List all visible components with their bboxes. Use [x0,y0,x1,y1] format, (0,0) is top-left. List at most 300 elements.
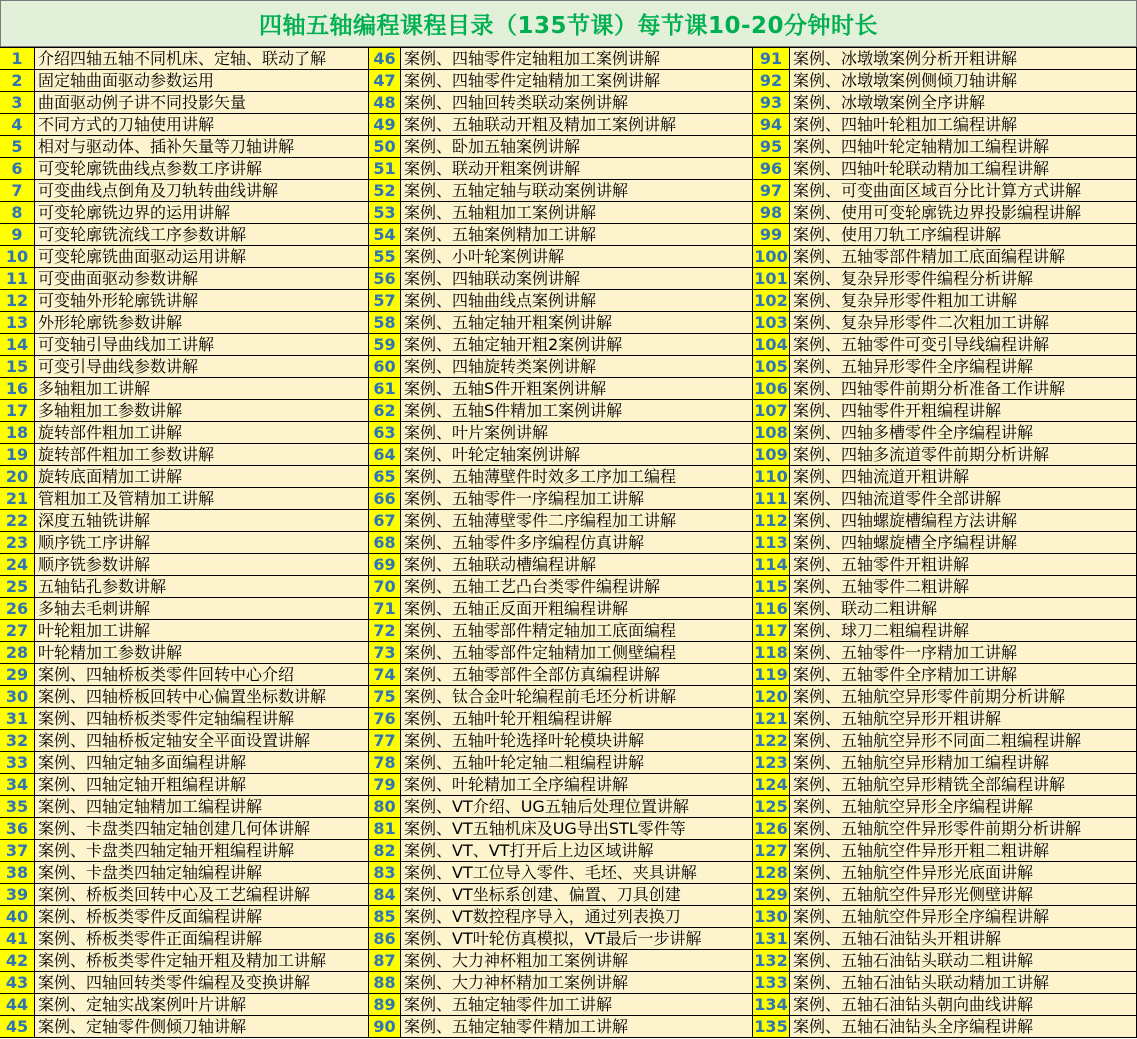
lesson-number: 52 [369,180,401,202]
lesson-row [0,752,369,774]
lesson-number: 107 [753,400,790,422]
lesson-row [0,378,369,400]
lesson-row [369,774,753,796]
lesson-number: 131 [753,928,790,950]
lesson-title: 案例、复杂异形零件二次粗加工讲解 [790,312,1137,334]
lesson-number: 97 [753,180,790,202]
lesson-title: 案例、四轴多流道零件前期分析讲解 [790,444,1137,466]
lesson-title: 叶轮精加工参数讲解 [35,642,369,664]
lesson-row [369,818,753,840]
lesson-row [0,1016,369,1038]
page-title: 四轴五轴编程课程目录（135节课）每节课10-20分钟时长 [0,0,1137,47]
lesson-title: 案例、五轴石油钻头联动精加工讲解 [790,972,1137,994]
lesson-row [369,92,753,114]
lesson-column-2 [369,48,753,1038]
lesson-number: 100 [753,246,790,268]
lesson-number: 36 [0,818,35,840]
lesson-title: 案例、五轴零件多序编程仿真讲解 [401,532,753,554]
lesson-title: 案例、五轴薄壁件时效多工序加工编程 [401,466,753,488]
lesson-title: 案例、四轴桥板定轴安全平面设置讲解 [35,730,369,752]
lesson-row [753,664,1137,686]
lesson-number: 109 [753,444,790,466]
lesson-number: 72 [369,620,401,642]
lesson-row [753,114,1137,136]
lesson-title: 管粗加工及管精加工讲解 [35,488,369,510]
lesson-number: 80 [369,796,401,818]
lesson-number: 34 [0,774,35,796]
lesson-number: 41 [0,928,35,950]
lesson-number: 19 [0,444,35,466]
lesson-number: 28 [0,642,35,664]
lesson-number: 92 [753,70,790,92]
lesson-row [753,884,1137,906]
lesson-title: 案例、五轴零部件精加工底面编程讲解 [790,246,1137,268]
lesson-number: 130 [753,906,790,928]
lesson-row [369,290,753,312]
lesson-row [369,400,753,422]
lesson-row [369,730,753,752]
lesson-grid [0,47,1137,1039]
lesson-row [753,444,1137,466]
lesson-number: 73 [369,642,401,664]
lesson-number: 7 [0,180,35,202]
lesson-title: 案例、叶轮精加工全序编程讲解 [401,774,753,796]
lesson-row [753,906,1137,928]
lesson-number: 32 [0,730,35,752]
lesson-number: 79 [369,774,401,796]
lesson-title: 案例、冰墩墩案例全序讲解 [790,92,1137,114]
lesson-number: 99 [753,224,790,246]
lesson-number: 113 [753,532,790,554]
lesson-row [0,664,369,686]
lesson-number: 76 [369,708,401,730]
lesson-title: 案例、五轴零部件定轴精加工侧壁编程 [401,642,753,664]
lesson-title: 案例、五轴航空异形零件前期分析讲解 [790,686,1137,708]
lesson-title: 案例、四轴零件开粗编程讲解 [790,400,1137,422]
lesson-number: 111 [753,488,790,510]
lesson-title: 案例、五轴S件开粗案例讲解 [401,378,753,400]
lesson-number: 45 [0,1016,35,1038]
lesson-title: 案例、大力神杯粗加工案例讲解 [401,950,753,972]
lesson-title: 案例、四轴定轴多面编程讲解 [35,752,369,774]
lesson-row [369,312,753,334]
lesson-title: 可变轮廓铣曲面驱动运用讲解 [35,246,369,268]
lesson-row [369,180,753,202]
lesson-number: 135 [753,1016,790,1038]
lesson-title: 案例、联动开粗案例讲解 [401,158,753,180]
lesson-title: 案例、使用可变轮廓铣边界投影编程讲解 [790,202,1137,224]
lesson-number: 62 [369,400,401,422]
lesson-row [753,158,1137,180]
lesson-title: 案例、四轴联动案例讲解 [401,268,753,290]
lesson-row [0,334,369,356]
lesson-number: 1 [0,48,35,70]
lesson-title: 旋转底面精加工讲解 [35,466,369,488]
lesson-row [0,862,369,884]
lesson-number: 20 [0,466,35,488]
lesson-title: 案例、五轴航空异形精铣全部编程讲解 [790,774,1137,796]
lesson-number: 83 [369,862,401,884]
lesson-title: 案例、四轴桥板回转中心偏置坐标数讲解 [35,686,369,708]
lesson-title: 案例、桥板类零件正面编程讲解 [35,928,369,950]
lesson-row [369,136,753,158]
lesson-row [0,840,369,862]
lesson-row [369,444,753,466]
lesson-row [0,554,369,576]
lesson-row [0,92,369,114]
lesson-row [753,642,1137,664]
lesson-row [0,928,369,950]
lesson-title: 案例、定轴实战案例叶片讲解 [35,994,369,1016]
lesson-row [369,334,753,356]
lesson-row [0,158,369,180]
lesson-number: 117 [753,620,790,642]
lesson-row [753,422,1137,444]
lesson-row [369,708,753,730]
lesson-row [753,246,1137,268]
lesson-row [753,818,1137,840]
lesson-number: 102 [753,290,790,312]
lesson-row [753,378,1137,400]
lesson-row [0,576,369,598]
lesson-title: 案例、可变曲面区域百分比计算方式讲解 [790,180,1137,202]
lesson-row [753,202,1137,224]
lesson-title: 案例、五轴航空异形不同面二粗编程讲解 [790,730,1137,752]
lesson-number: 128 [753,862,790,884]
lesson-number: 50 [369,136,401,158]
lesson-number: 64 [369,444,401,466]
lesson-title: 可变轮廓铣边界的运用讲解 [35,202,369,224]
lesson-title: 案例、大力神杯精加工案例讲解 [401,972,753,994]
lesson-title: 案例、小叶轮案例讲解 [401,246,753,268]
lesson-title: 案例、四轴桥板类零件回转中心介绍 [35,664,369,686]
lesson-number: 27 [0,620,35,642]
lesson-number: 133 [753,972,790,994]
lesson-row [369,884,753,906]
lesson-row [0,444,369,466]
lesson-title: 案例、五轴石油钻头朝向曲线讲解 [790,994,1137,1016]
lesson-title: 叶轮粗加工讲解 [35,620,369,642]
lesson-number: 95 [753,136,790,158]
lesson-row [369,994,753,1016]
lesson-number: 58 [369,312,401,334]
lesson-number: 57 [369,290,401,312]
lesson-title: 案例、五轴航空异形全序编程讲解 [790,796,1137,818]
lesson-title: 案例、四轴流道开粗讲解 [790,466,1137,488]
lesson-row [753,224,1137,246]
lesson-title: 案例、五轴零部件全部仿真编程讲解 [401,664,753,686]
lesson-title: 案例、五轴石油钻头开粗讲解 [790,928,1137,950]
lesson-title: 不同方式的刀轴使用讲解 [35,114,369,136]
lesson-title: 案例、四轴回转类零件编程及变换讲解 [35,972,369,994]
lesson-title: 固定轴曲面驱动参数运用 [35,70,369,92]
lesson-number: 120 [753,686,790,708]
lesson-row [0,994,369,1016]
lesson-title: 案例、四轴零件定轴粗加工案例讲解 [401,48,753,70]
lesson-row [753,70,1137,92]
lesson-title: 案例、四轴零件定轴精加工案例讲解 [401,70,753,92]
lesson-title: 可变轴引导曲线加工讲解 [35,334,369,356]
lesson-number: 69 [369,554,401,576]
lesson-title: 案例、五轴零件一序精加工讲解 [790,642,1137,664]
lesson-number: 103 [753,312,790,334]
lesson-title: 深度五轴铣讲解 [35,510,369,532]
lesson-number: 29 [0,664,35,686]
lesson-title: 案例、四轴回转类联动案例讲解 [401,92,753,114]
lesson-title: 案例、五轴航空异形精加工编程讲解 [790,752,1137,774]
lesson-title: 案例、五轴航空件异形全序编程讲解 [790,906,1137,928]
lesson-number: 35 [0,796,35,818]
lesson-number: 48 [369,92,401,114]
lesson-row [369,928,753,950]
lesson-row [369,422,753,444]
lesson-row [369,48,753,70]
lesson-number: 114 [753,554,790,576]
lesson-number: 104 [753,334,790,356]
lesson-row [369,1016,753,1038]
lesson-row [369,620,753,642]
lesson-number: 40 [0,906,35,928]
lesson-title: 外形轮廓铣参数讲解 [35,312,369,334]
lesson-title: 五轴钻孔参数讲解 [35,576,369,598]
lesson-row [0,466,369,488]
lesson-title: 案例、VT数控程序导入，通过列表换刀 [401,906,753,928]
lesson-title: 相对与驱动体、插补矢量等刀轴讲解 [35,136,369,158]
lesson-number: 122 [753,730,790,752]
lesson-row [0,906,369,928]
lesson-number: 132 [753,950,790,972]
lesson-number: 18 [0,422,35,444]
lesson-number: 3 [0,92,35,114]
lesson-number: 16 [0,378,35,400]
lesson-row [369,862,753,884]
lesson-row [0,246,369,268]
lesson-row [0,312,369,334]
lesson-number: 63 [369,422,401,444]
lesson-number: 110 [753,466,790,488]
lesson-column-3 [753,48,1137,1038]
lesson-number: 39 [0,884,35,906]
lesson-number: 84 [369,884,401,906]
lesson-number: 123 [753,752,790,774]
lesson-row [753,598,1137,620]
lesson-row [753,1016,1137,1038]
lesson-number: 26 [0,598,35,620]
lesson-number: 56 [369,268,401,290]
lesson-title: 案例、五轴定轴与联动案例讲解 [401,180,753,202]
lesson-title: 案例、五轴联动槽编程讲解 [401,554,753,576]
lesson-title: 案例、五轴联动开粗及精加工案例讲解 [401,114,753,136]
lesson-title: 旋转部件粗加工参数讲解 [35,444,369,466]
lesson-row [369,576,753,598]
lesson-row [753,554,1137,576]
lesson-row [753,290,1137,312]
lesson-number: 93 [753,92,790,114]
lesson-number: 127 [753,840,790,862]
lesson-title: 可变曲线点倒角及刀轨转曲线讲解 [35,180,369,202]
lesson-row [0,620,369,642]
lesson-title: 案例、四轴流道零件全部讲解 [790,488,1137,510]
lesson-row [753,180,1137,202]
lesson-row [753,972,1137,994]
lesson-row [753,708,1137,730]
lesson-column-1 [0,48,369,1038]
lesson-number: 37 [0,840,35,862]
lesson-row [0,268,369,290]
lesson-title: 案例、四轴叶轮定轴精加工编程讲解 [790,136,1137,158]
lesson-title: 案例、五轴零件全序精加工讲解 [790,664,1137,686]
lesson-title: 案例、五轴零部件精定轴加工底面编程 [401,620,753,642]
lesson-number: 49 [369,114,401,136]
lesson-number: 86 [369,928,401,950]
lesson-number: 12 [0,290,35,312]
lesson-number: 74 [369,664,401,686]
lesson-title: 可变曲面驱动参数讲解 [35,268,369,290]
lesson-number: 81 [369,818,401,840]
lesson-title: 案例、VT介绍、UG五轴后处理位置讲解 [401,796,753,818]
lesson-row [369,510,753,532]
lesson-row [753,840,1137,862]
lesson-row [0,136,369,158]
lesson-title: 案例、五轴航空异形开粗讲解 [790,708,1137,730]
lesson-number: 53 [369,202,401,224]
lesson-number: 67 [369,510,401,532]
lesson-number: 66 [369,488,401,510]
lesson-title: 案例、卡盘类四轴定轴创建几何体讲解 [35,818,369,840]
lesson-number: 125 [753,796,790,818]
lesson-number: 65 [369,466,401,488]
lesson-number: 24 [0,554,35,576]
lesson-title: 案例、四轴螺旋槽全序编程讲解 [790,532,1137,554]
lesson-number: 9 [0,224,35,246]
lesson-number: 54 [369,224,401,246]
lesson-row [369,202,753,224]
lesson-row [369,246,753,268]
lesson-title: 案例、四轴定轴精加工编程讲解 [35,796,369,818]
lesson-title: 案例、四轴螺旋槽编程方法讲解 [790,510,1137,532]
lesson-row [369,378,753,400]
lesson-number: 44 [0,994,35,1016]
lesson-title: 案例、冰墩墩案例分析开粗讲解 [790,48,1137,70]
lesson-row [0,422,369,444]
lesson-row [369,114,753,136]
lesson-number: 77 [369,730,401,752]
lesson-title: 案例、五轴叶轮定轴二粗编程讲解 [401,752,753,774]
lesson-number: 115 [753,576,790,598]
lesson-row [369,598,753,620]
lesson-number: 108 [753,422,790,444]
lesson-title: 案例、叶片案例讲解 [401,422,753,444]
lesson-row [753,950,1137,972]
lesson-title: 顺序铣工序讲解 [35,532,369,554]
lesson-row [753,334,1137,356]
lesson-row [753,774,1137,796]
lesson-number: 11 [0,268,35,290]
lesson-number: 89 [369,994,401,1016]
lesson-row [753,488,1137,510]
lesson-number: 42 [0,950,35,972]
lesson-number: 59 [369,334,401,356]
lesson-title: 曲面驱动例子讲不同投影矢量 [35,92,369,114]
lesson-row [0,180,369,202]
lesson-row [753,356,1137,378]
lesson-title: 案例、五轴零件可变引导线编程讲解 [790,334,1137,356]
lesson-number: 121 [753,708,790,730]
lesson-number: 23 [0,532,35,554]
lesson-row [753,48,1137,70]
lesson-number: 17 [0,400,35,422]
lesson-title: 旋转部件粗加工讲解 [35,422,369,444]
lesson-row [0,224,369,246]
lesson-title: 案例、球刀二粗编程讲解 [790,620,1137,642]
lesson-number: 101 [753,268,790,290]
lesson-number: 82 [369,840,401,862]
lesson-row [0,356,369,378]
lesson-row [369,488,753,510]
lesson-number: 105 [753,356,790,378]
lesson-row [0,598,369,620]
lesson-number: 90 [369,1016,401,1038]
lesson-title: 案例、五轴粗加工案例讲解 [401,202,753,224]
lesson-number: 118 [753,642,790,664]
lesson-number: 96 [753,158,790,180]
lesson-row [369,554,753,576]
lesson-number: 31 [0,708,35,730]
lesson-number: 129 [753,884,790,906]
lesson-number: 46 [369,48,401,70]
lesson-title: 多轴去毛刺讲解 [35,598,369,620]
lesson-row [369,796,753,818]
lesson-title: 案例、VT五轴机床及UG导出STL零件等 [401,818,753,840]
lesson-title: 案例、卧加五轴案例讲解 [401,136,753,158]
lesson-number: 10 [0,246,35,268]
lesson-row [369,950,753,972]
lesson-row [369,70,753,92]
lesson-number: 47 [369,70,401,92]
lesson-title: 案例、卡盘类四轴定轴开粗编程讲解 [35,840,369,862]
lesson-title: 案例、五轴航空件异形光侧壁讲解 [790,884,1137,906]
lesson-number: 51 [369,158,401,180]
lesson-number: 124 [753,774,790,796]
lesson-title: 案例、五轴异形零件全序编程讲解 [790,356,1137,378]
lesson-title: 案例、四轴旋转类案例讲解 [401,356,753,378]
lesson-title: 案例、使用刀轨工序编程讲解 [790,224,1137,246]
lesson-row [0,774,369,796]
lesson-number: 22 [0,510,35,532]
lesson-title: 案例、联动二粗讲解 [790,598,1137,620]
lesson-number: 70 [369,576,401,598]
lesson-number: 87 [369,950,401,972]
lesson-title: 案例、复杂异形零件编程分析讲解 [790,268,1137,290]
lesson-title: 案例、五轴定轴开粗案例讲解 [401,312,753,334]
lesson-title: 多轴粗加工讲解 [35,378,369,400]
lesson-row [369,356,753,378]
lesson-row [0,70,369,92]
lesson-row [0,730,369,752]
lesson-row [753,92,1137,114]
lesson-row [369,752,753,774]
lesson-number: 85 [369,906,401,928]
lesson-row [753,400,1137,422]
lesson-title: 案例、四轴零件前期分析准备工作讲解 [790,378,1137,400]
lesson-number: 78 [369,752,401,774]
lesson-title: 案例、四轴曲线点案例讲解 [401,290,753,312]
lesson-title: 案例、五轴航空件异形零件前期分析讲解 [790,818,1137,840]
lesson-title: 案例、桥板类零件定轴开粗及精加工讲解 [35,950,369,972]
lesson-title: 案例、四轴桥板类零件定轴编程讲解 [35,708,369,730]
lesson-row [369,664,753,686]
lesson-number: 126 [753,818,790,840]
